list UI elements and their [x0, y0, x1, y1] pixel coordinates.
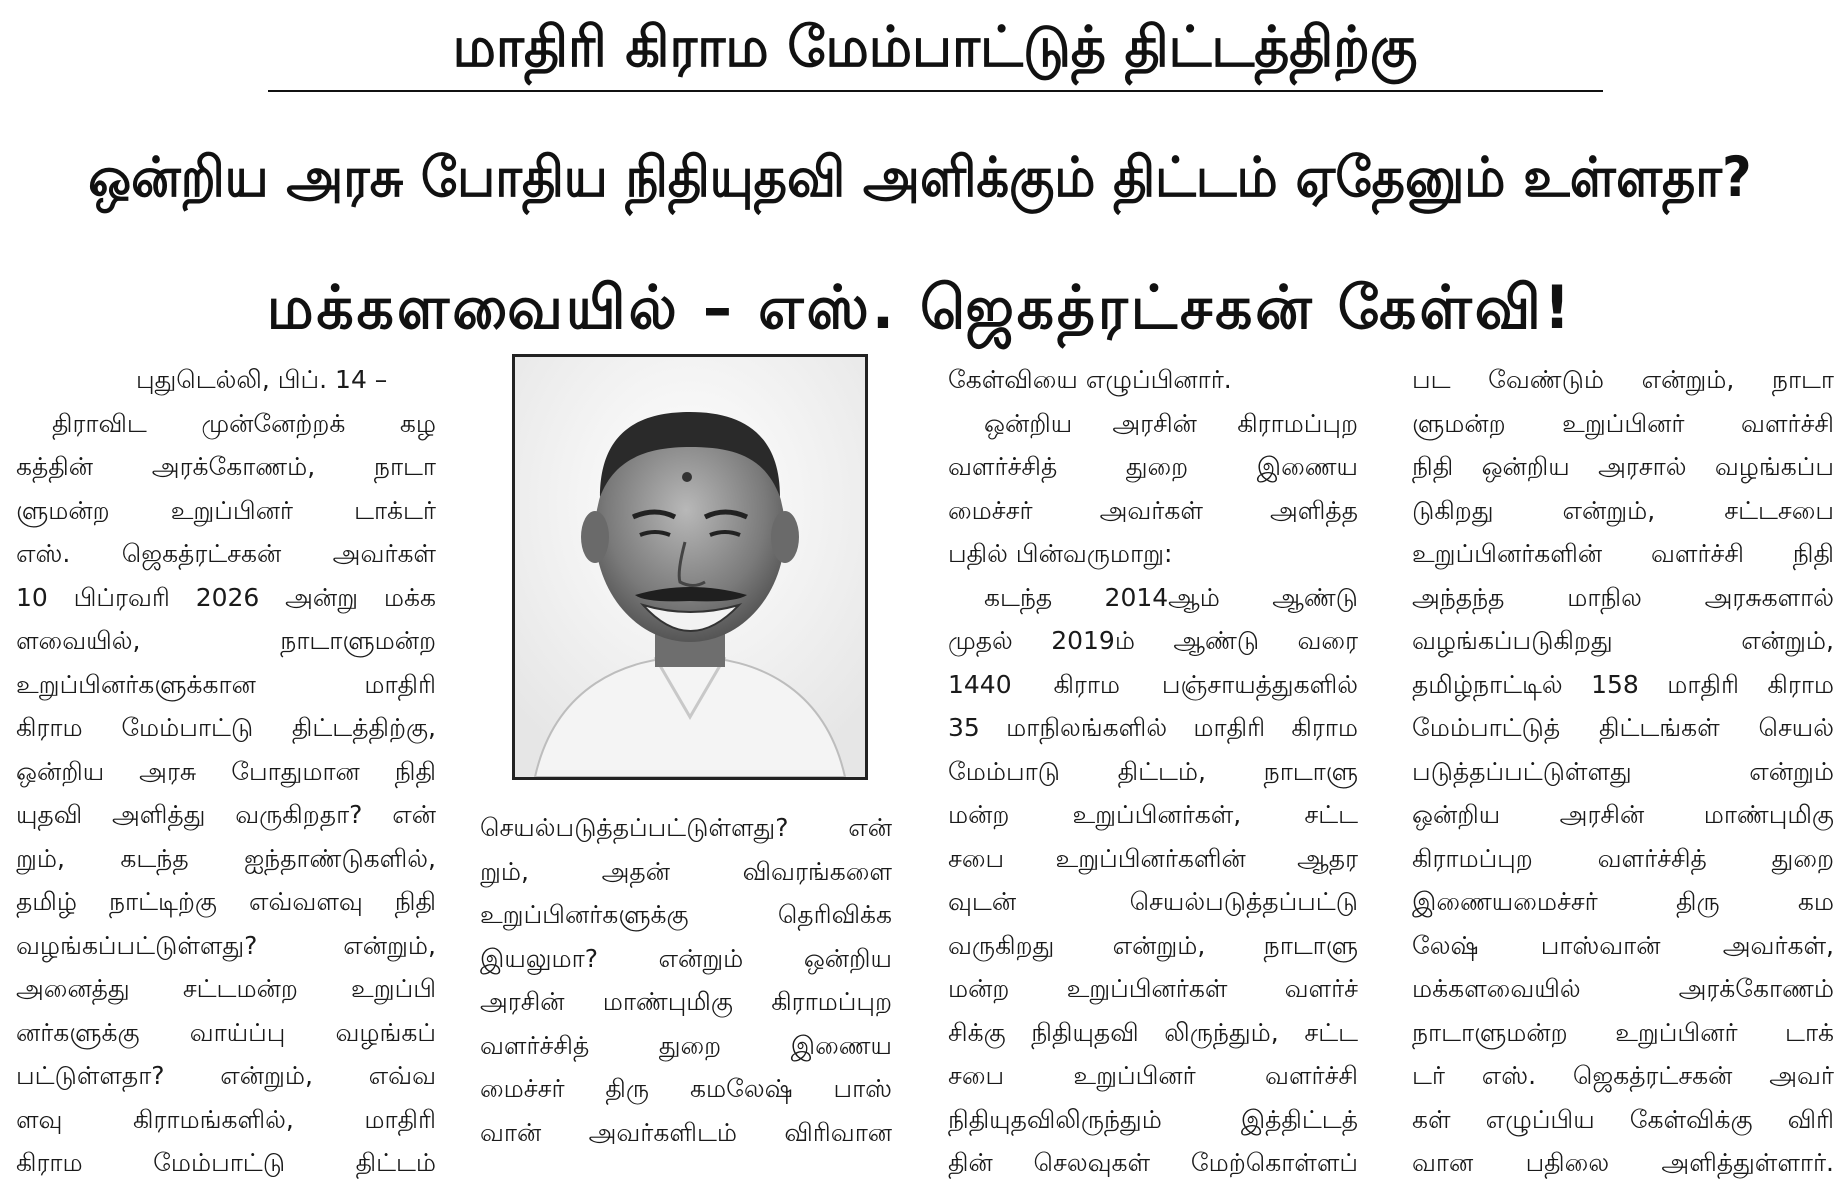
column-2-line: வளர்ச்சித் துறை இணைய [480, 1030, 892, 1060]
column-3-line: கேள்வியை எழுப்பினார். [948, 365, 1232, 394]
column-3-line: சிக்கு நிதியுதவி லிருந்தும், சட்ட [948, 1017, 1358, 1047]
column-4-line: மேம்பாட்டுத் திட்டங்கள் செயல் [1412, 713, 1834, 742]
column-1-line: ளவு கிராமங்களில், மாதிரி [16, 1104, 436, 1134]
column-3-line: வுடன் செயல்படுத்தப்பட்டு [948, 887, 1358, 916]
article-column-4 [1412, 358, 1834, 1185]
column-4-line: ஒன்றிய அரசின் மாண்புமிகு [1412, 800, 1834, 829]
column-1-line: னர்களுக்கு வாய்ப்பு வழங்கப் [16, 1017, 436, 1047]
column-3-line: நிதியுதவிலிருந்தும் இத்திட்டத் [948, 1104, 1358, 1134]
column-1-line: தமிழ் நாட்டிற்கு எவ்வளவு நிதி [16, 887, 436, 916]
column-1-line: அனைத்து சட்டமன்ற உறுப்பி [16, 974, 436, 1003]
column-4-line: அந்தந்த மாநில அரசுகளால் [1412, 582, 1834, 612]
column-3-line: கடந்த 2014ஆம் ஆண்டு [984, 582, 1358, 612]
column-4-line: பட வேண்டும் என்றும், நாடா [1412, 365, 1834, 394]
column-3-line: முதல் 2019ம் ஆண்டு வரை [948, 626, 1358, 655]
article-headline: ஒன்றிய அரசு போதிய நிதியுதவி அளிக்கும் திட்டம் ஏதேனும் உள்ளதா? [88, 145, 1752, 209]
column-4-line: இணையமைச்சர் திரு கம [1412, 887, 1834, 916]
column-3-line: மேம்பாடு திட்டம், நாடாளு [948, 756, 1358, 786]
article-column-3 [948, 358, 1358, 1185]
column-4-line: ளுமன்ற உறுப்பினர் வளர்ச்சி [1412, 408, 1834, 438]
column-3-line: ஒன்றிய அரசின் கிராமப்புற [984, 408, 1358, 438]
column-1-line: உறுப்பினர்களுக்கான மாதிரி [16, 669, 436, 699]
column-1-line: கத்தின் அரக்கோணம், நாடா [16, 452, 436, 481]
column-3-line: பதில் பின்வருமாறு: [948, 539, 1173, 568]
column-3-line: மைச்சர் அவர்கள் அளித்த [948, 495, 1358, 525]
article-column-1 [16, 358, 436, 1185]
column-1-line: கிராம மேம்பாட்டு திட்டத்திற்கு, [16, 713, 436, 742]
column-1-line: றும், கடந்த ஐந்தாண்டுகளில், [16, 843, 436, 873]
column-1-line: 10 பிப்ரவரி 2026 அன்று மக்க [16, 582, 436, 612]
column-4-line: கள் எழுப்பிய கேள்விக்கு விரி [1412, 1104, 1834, 1134]
column-1-line: பட்டுள்ளதா? என்றும், எவ்வ [16, 1061, 436, 1090]
column-3-line: மன்ற உறுப்பினர்கள் வளர்ச் [948, 974, 1358, 1003]
column-3-line: 1440 கிராம பஞ்சாயத்துகளில் [948, 669, 1358, 699]
column-1-line: எஸ். ஜெகத்ரட்சகன் அவர்கள் [16, 539, 436, 568]
column-3-line: தின் செலவுகள் மேற்கொள்ளப் [948, 1148, 1358, 1177]
column-4-line: டுகிறது என்றும், சட்டசபை [1412, 495, 1834, 525]
column-4-line: டர் எஸ். ஜெகத்ரட்சகன் அவர் [1412, 1061, 1834, 1090]
column-4-line: உறுப்பினர்களின் வளர்ச்சி நிதி [1412, 539, 1834, 568]
column-3-line: சபை உறுப்பினர் வளர்ச்சி [948, 1061, 1358, 1090]
column-4-line: படுத்தப்பட்டுள்ளது என்றும் [1412, 756, 1834, 786]
portrait-photo [512, 354, 868, 780]
column-2-line: மைச்சர் திரு கமலேஷ் பாஸ் [480, 1074, 892, 1103]
column-4-line: மக்களவையில் அரக்கோணம் [1412, 974, 1834, 1003]
column-4-line: வான பதிலை அளித்துள்ளார். [1412, 1148, 1834, 1177]
column-1-line: யுதவி அளித்து வருகிறதா? என் [16, 800, 436, 829]
column-1-line: வழங்கப்பட்டுள்ளது? என்றும், [16, 930, 436, 960]
column-3-line: வளர்ச்சித் துறை இணைய [948, 452, 1358, 481]
column-4-line: கிராமப்புற வளர்ச்சித் துறை [1412, 843, 1834, 873]
column-1-line: ளவையில், நாடாளுமன்ற [16, 626, 436, 655]
column-1-line: கிராம மேம்பாட்டு திட்டம் [16, 1148, 436, 1177]
kicker-underline [268, 90, 1603, 92]
column-2-line: அரசின் மாண்புமிகு கிராமப்புற [480, 987, 892, 1016]
column-1-line: புதுடெல்லி, பிப். 14 – [136, 365, 388, 394]
column-1-line: ளுமன்ற உறுப்பினர் டாக்டர் [16, 495, 436, 525]
column-2-line: இயலுமா? என்றும் ஒன்றிய [480, 943, 892, 973]
article-kicker: மாதிரி கிராம மேம்பாட்டுத் திட்டத்திற்கு [452, 15, 1418, 80]
column-2-line: றும், அதன் விவரங்களை [480, 856, 892, 886]
portrait-photo-icon [515, 357, 865, 777]
column-3-line: சபை உறுப்பினர்களின் ஆதர [948, 843, 1358, 873]
column-2-line: உறுப்பினர்களுக்கு தெரிவிக்க [480, 900, 892, 929]
column-3-line: மன்ற உறுப்பினர்கள், சட்ட [948, 800, 1358, 829]
article-column-2 [480, 806, 892, 1154]
column-3-line: 35 மாநிலங்களில் மாதிரி கிராம [948, 713, 1358, 742]
column-4-line: லேஷ் பாஸ்வான் அவர்கள், [1412, 930, 1834, 960]
column-4-line: நாடாளுமன்ற உறுப்பினர் டாக் [1412, 1017, 1834, 1047]
column-4-line: தமிழ்நாட்டில் 158 மாதிரி கிராம [1412, 669, 1834, 699]
column-4-line: நிதி ஒன்றிய அரசால் வழங்கப்ப [1412, 452, 1834, 481]
column-4-line: வழங்கப்படுகிறது என்றும், [1412, 626, 1834, 655]
column-2-line: வான் அவர்களிடம் விரிவான [480, 1117, 892, 1147]
article-subhead: மக்களவையில் – எஸ். ஜெகத்ரட்சகன் கேள்வி! [266, 273, 1574, 343]
column-2-line: செயல்படுத்தப்பட்டுள்ளது? என் [480, 813, 892, 842]
column-1-line: திராவிட முன்னேற்றக் கழ [52, 408, 436, 438]
column-3-line: வருகிறது என்றும், நாடாளு [948, 930, 1358, 960]
column-1-line: ஒன்றிய அரசு போதுமான நிதி [16, 756, 436, 786]
